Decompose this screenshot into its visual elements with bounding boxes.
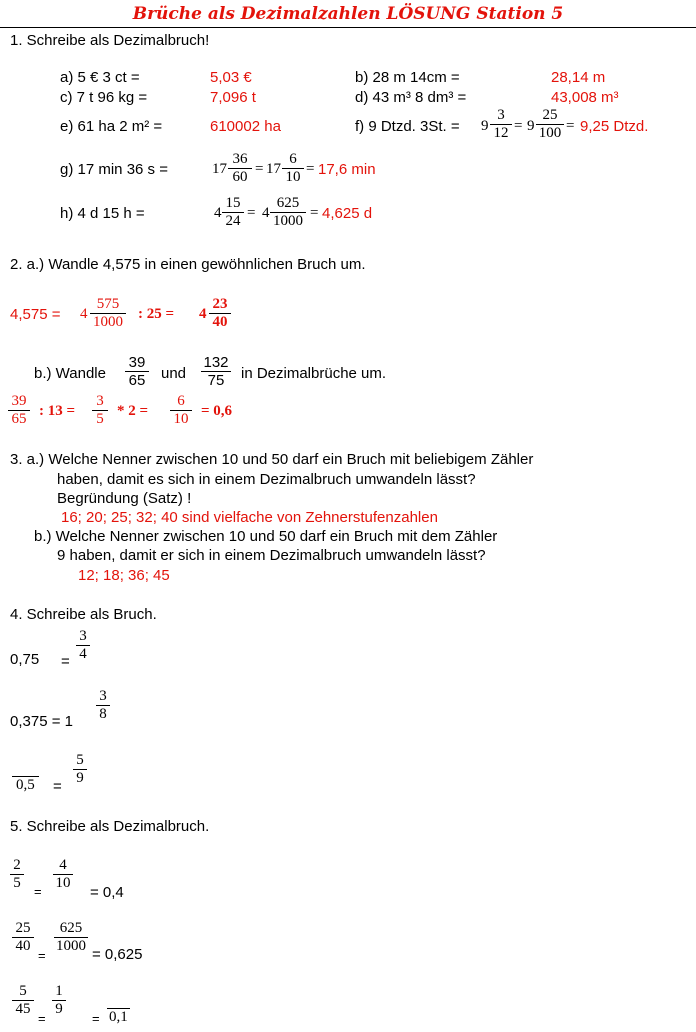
numerator: 6	[177, 393, 185, 409]
task3-line5: b.) Welche Nenner zwischen 10 und 50 darf ein Bruch mit dem Zähler	[34, 528, 498, 545]
task4-row2-lhs: 0,375 = 1	[10, 713, 73, 730]
task1h-fraction2	[270, 195, 306, 230]
task1f-fraction1	[490, 107, 512, 142]
denominator: 5	[13, 875, 21, 891]
task2b-result: = 0,6	[201, 403, 233, 419]
task3-line1: 3. a.) Welche Nenner zwischen 10 und 50 darf ein Bruch mit beliebigem Zähler	[10, 451, 534, 468]
task2b-fraction2	[201, 354, 231, 389]
task1g-label: g) 17 min 36 s =	[60, 161, 168, 178]
numerator: 132	[203, 354, 229, 371]
equals-sign: =	[38, 948, 46, 963]
denominator: 10	[173, 411, 189, 427]
task1e-answer: 610002 ha	[210, 118, 281, 135]
task1f-answer: 9,25 Dtzd.	[580, 118, 649, 135]
numerator: 4	[59, 857, 67, 873]
task2a-fraction2	[209, 296, 231, 331]
equals-sign: =	[61, 653, 70, 670]
denominator: 1000	[93, 314, 123, 330]
denominator: 60	[232, 169, 248, 185]
task2b-operation2: * 2 =	[117, 403, 149, 419]
denominator: 75	[207, 372, 225, 389]
numerator: 3	[99, 688, 107, 704]
numerator: 39	[128, 354, 146, 371]
task4-row3-lhs: 0,5	[12, 776, 39, 794]
denominator: 1000	[273, 213, 303, 229]
numerator: 23	[212, 296, 228, 312]
equals-sign: =	[306, 161, 315, 177]
task3-answer-a: 16; 20; 25; 32; 40 sind vielfache von Zehnerstufenzahlen	[61, 509, 438, 526]
task1g-whole1: 17	[212, 161, 227, 177]
numerator: 625	[59, 920, 83, 936]
denominator: 10	[285, 169, 301, 185]
equals-sign: =	[38, 1011, 46, 1026]
task1a-label: a) 5 € 3 ct =	[60, 69, 140, 86]
task1f-whole1: 9	[481, 118, 489, 134]
numerator: 15	[225, 195, 241, 211]
task2b-operation1: : 13 =	[39, 403, 76, 419]
task5-row2-result: = 0,625	[92, 946, 143, 963]
task3-line6: 9 haben, damit er sich in einem Dezimalbruch umwandeln lässt?	[57, 547, 486, 564]
numerator: 1	[55, 983, 63, 999]
task4-row1-fraction	[76, 628, 90, 663]
task5-row2-fraction1	[12, 920, 34, 955]
task2-heading: 2. a.) Wandle 4,575 in einen gewöhnlichen Bruch um.	[10, 256, 366, 273]
task1h-fraction1	[222, 195, 244, 230]
denominator: 65	[128, 372, 146, 389]
task5-row2-fraction2	[54, 920, 88, 955]
task2a-fraction1	[90, 296, 126, 331]
numerator: 6	[289, 151, 297, 167]
task2b-und: und	[161, 365, 187, 382]
task5-row3-result: 0,1	[109, 1009, 128, 1025]
page-title: Brüche als Dezimalzahlen LÖSUNG Station 5	[132, 4, 564, 24]
denominator: 12	[493, 125, 509, 141]
numerator: 3	[497, 107, 505, 123]
numerator: 3	[96, 393, 104, 409]
denominator: 5	[96, 411, 104, 427]
task1g-whole2: 17	[266, 161, 281, 177]
task1c-answer: 7,096 t	[210, 89, 256, 106]
numerator: 3	[79, 628, 87, 644]
task2b-fraction1	[125, 354, 149, 389]
task3-line2: haben, damit es sich in einem Dezimalbruch umwandeln lässt?	[57, 471, 476, 488]
numerator: 575	[96, 296, 120, 312]
task4-row1-lhs: 0,75	[10, 651, 40, 668]
task3-line3: Begründung (Satz) !	[57, 490, 192, 507]
numerator: 36	[232, 151, 248, 167]
task3-answer-b: 12; 18; 36; 45	[78, 567, 170, 584]
numerator: 625	[276, 195, 300, 211]
denominator: 100	[538, 125, 562, 141]
equals-sign: =	[514, 118, 523, 134]
title-underline	[0, 27, 696, 28]
numerator: 5	[76, 752, 84, 768]
task2b-prefix: b.) Wandle	[34, 365, 106, 382]
numerator: 5	[19, 983, 27, 999]
task2a-whole1: 4	[80, 306, 88, 322]
denominator: 4	[79, 646, 87, 662]
task1h-label: h) 4 d 15 h =	[60, 205, 145, 222]
task5-row1-result: = 0,4	[90, 884, 124, 901]
task4-row3-fraction	[73, 752, 87, 787]
denominator: 9	[55, 1001, 63, 1017]
denominator: 9	[76, 770, 84, 786]
equals-sign: =	[53, 778, 62, 795]
equals-sign: =	[92, 1011, 100, 1026]
denominator: 40	[212, 314, 228, 330]
task1g-fraction2	[282, 151, 304, 186]
task2b-suffix: in Dezimalbrüche um.	[241, 365, 387, 382]
task4-row2-fraction	[96, 688, 110, 723]
numerator: 39	[11, 393, 27, 409]
task1d-answer: 43,008 m³	[551, 89, 619, 106]
task1b-label: b) 28 m 14cm =	[355, 69, 460, 86]
numerator: 2	[13, 857, 21, 873]
task1g-answer: 17,6 min	[318, 161, 376, 178]
task1b-answer: 28,14 m	[551, 69, 606, 86]
task5-row3-fraction1	[12, 983, 34, 1018]
task2a-whole2: 4	[199, 306, 207, 322]
denominator: 40	[15, 938, 31, 954]
task2b-solution-fraction3	[170, 393, 192, 428]
equals-sign: =	[34, 884, 42, 899]
task1h-whole1: 4	[214, 205, 222, 221]
denominator: 24	[225, 213, 241, 229]
task5-row1-fraction2	[53, 857, 73, 892]
task1h-answer: 4,625 d	[322, 205, 373, 222]
task2b-solution-fraction2	[92, 393, 108, 428]
task5-heading: 5. Schreibe als Dezimalbruch.	[10, 818, 210, 835]
equals-sign: =	[310, 205, 319, 221]
task2b-solution-fraction1	[8, 393, 30, 428]
equals-sign: =	[247, 205, 256, 221]
numerator: 25	[542, 107, 558, 123]
task5-row3-fraction2	[52, 983, 66, 1018]
task1c-label: c) 7 t 96 kg =	[60, 89, 148, 106]
denominator: 1000	[56, 938, 86, 954]
task1e-label: e) 61 ha 2 m² =	[60, 118, 163, 135]
denominator: 65	[11, 411, 27, 427]
task1f-label: f) 9 Dtzd. 3St. =	[355, 118, 460, 135]
task1-heading: 1. Schreibe als Dezimalbruch!	[10, 32, 210, 49]
denominator: 8	[99, 706, 107, 722]
task2a-operation: : 25 =	[138, 306, 175, 322]
task1f-fraction2	[536, 107, 564, 142]
task5-row1-fraction1	[10, 857, 24, 892]
task4-heading: 4. Schreibe als Bruch.	[10, 606, 157, 623]
task1d-label: d) 43 m³ 8 dm³ =	[355, 89, 467, 106]
numerator: 25	[15, 920, 31, 936]
denominator: 45	[15, 1001, 31, 1017]
task1f-whole2: 9	[527, 118, 535, 134]
task1g-fraction1	[228, 151, 252, 186]
task2a-lhs: 4,575 =	[10, 306, 61, 323]
task1h-whole2: 4	[262, 205, 270, 221]
equals-sign: =	[255, 161, 264, 177]
task1a-answer: 5,03 €	[210, 69, 252, 86]
equals-sign: =	[566, 118, 575, 134]
denominator: 10	[55, 875, 71, 891]
